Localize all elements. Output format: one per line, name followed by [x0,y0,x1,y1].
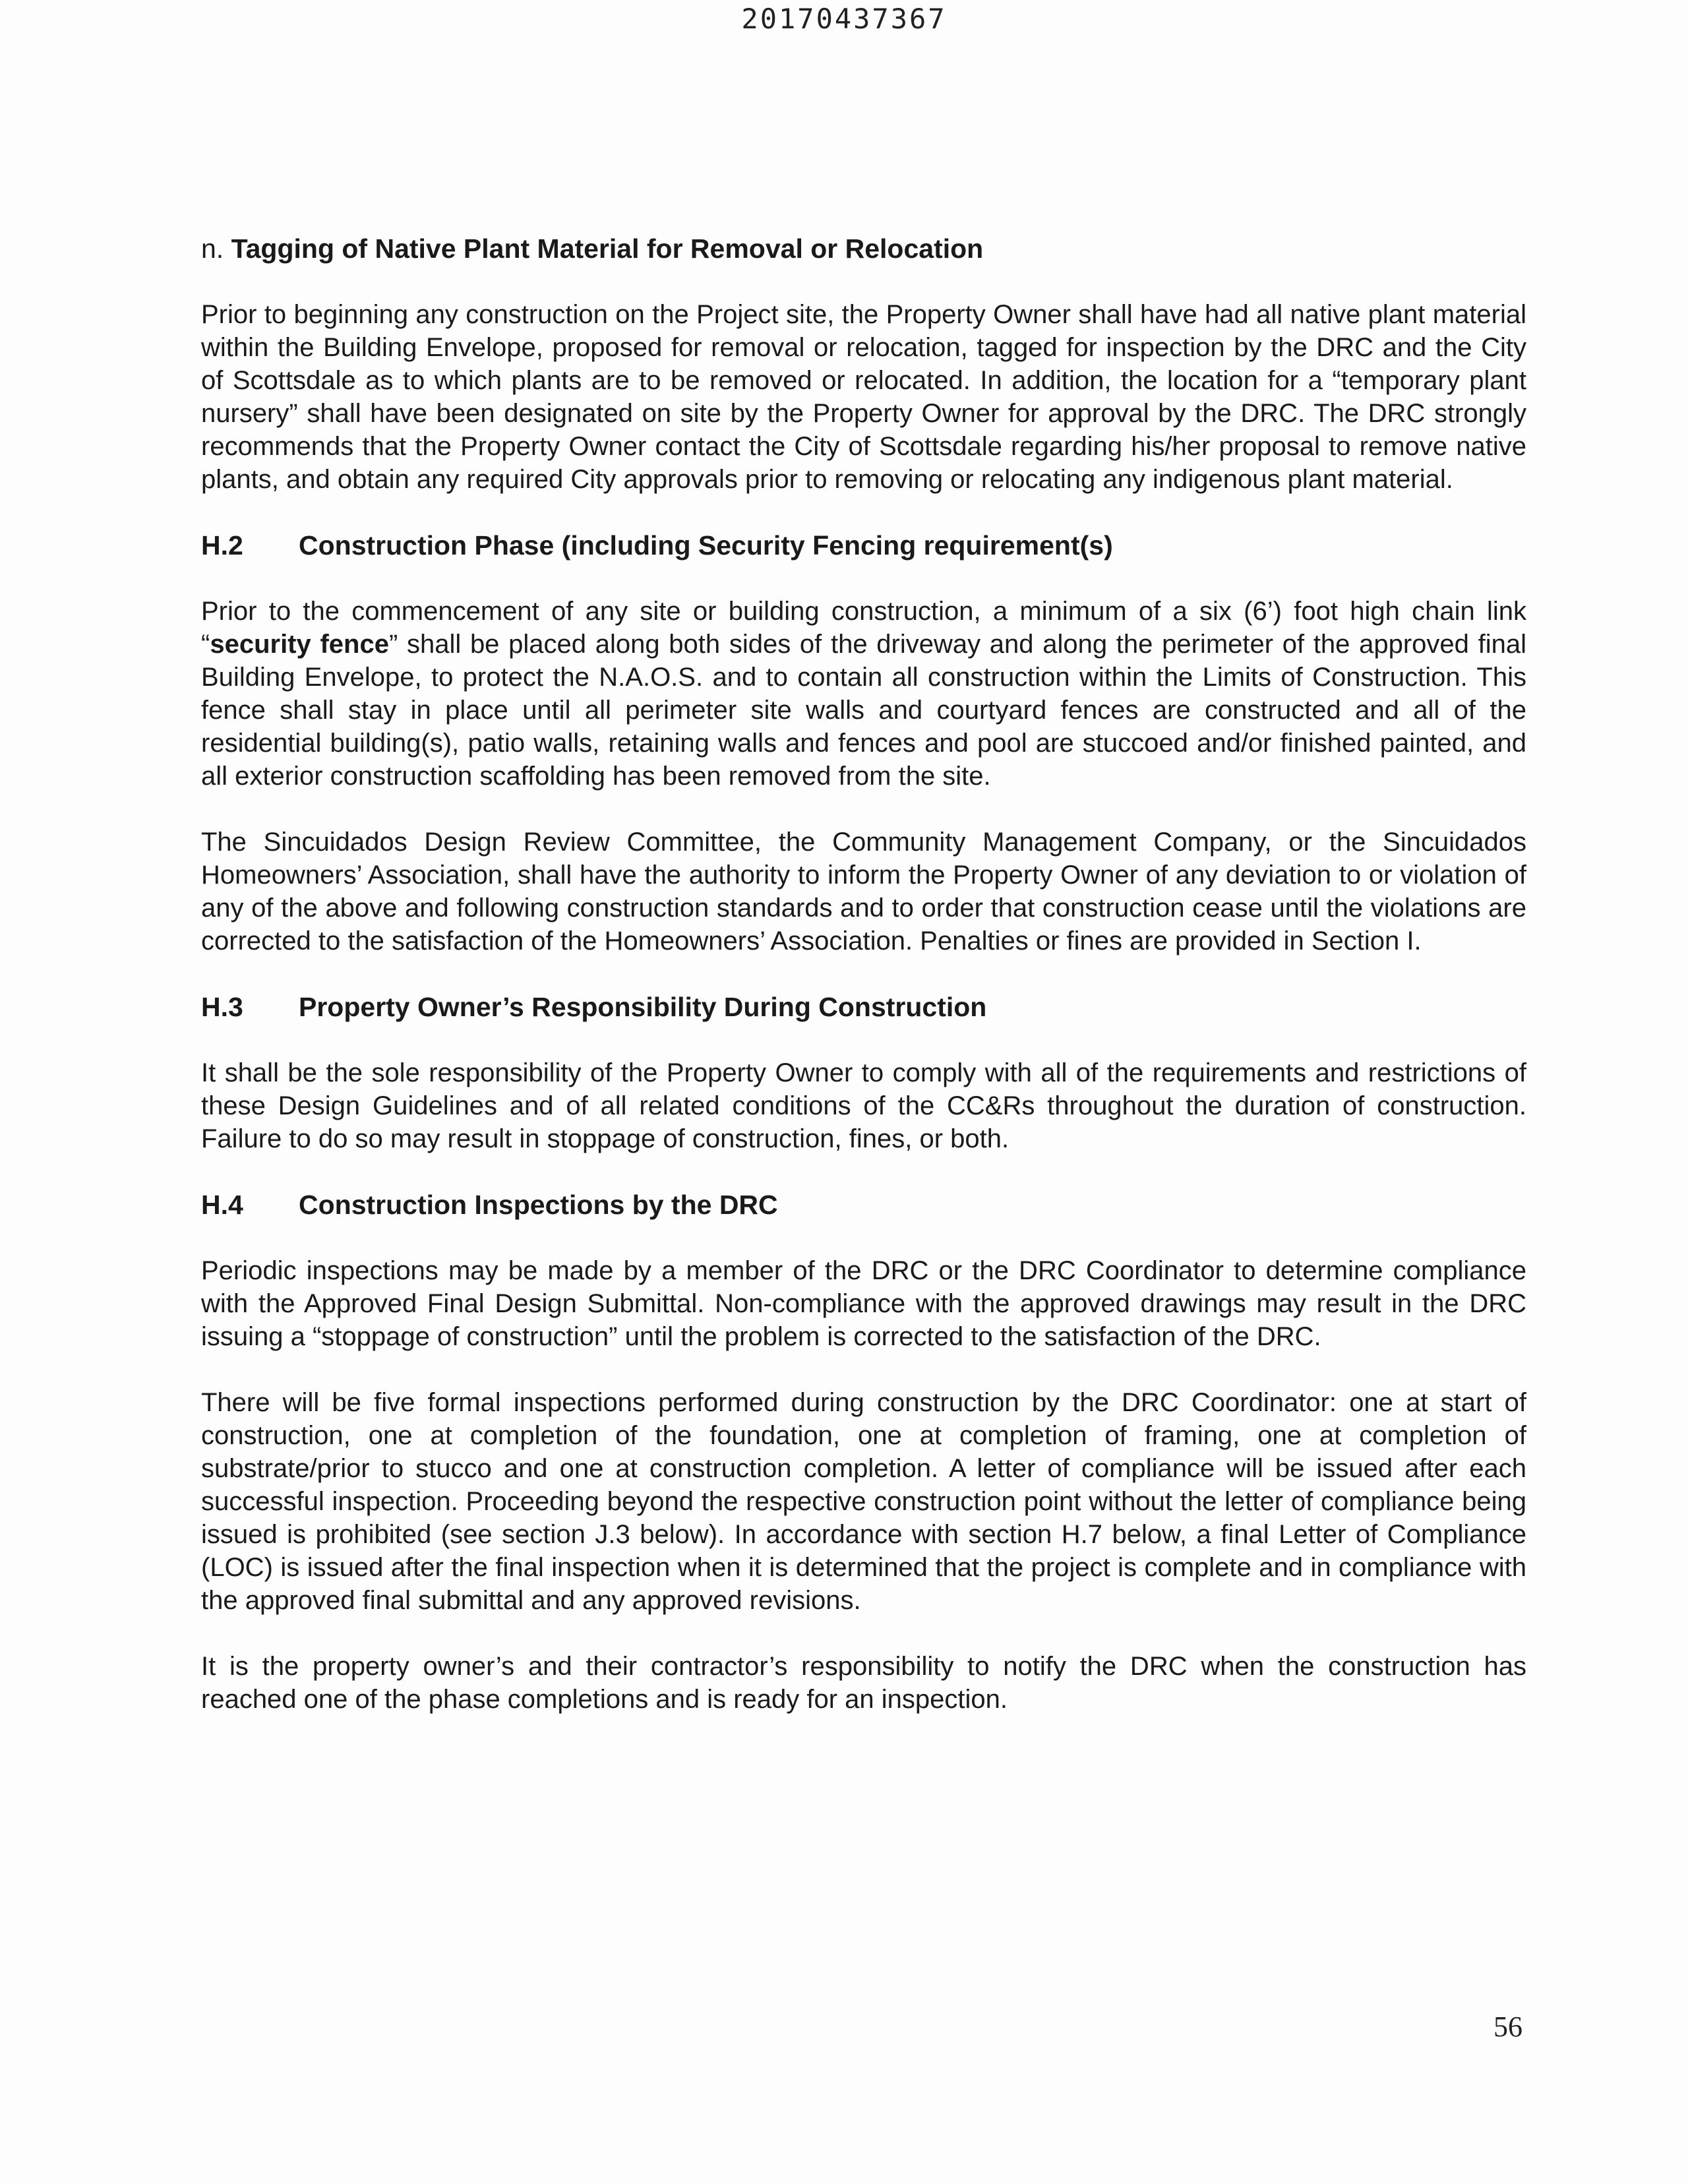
section-h3-heading [201,990,1526,1023]
security-fence-term: security fence [210,630,389,659]
section-n-heading [201,232,1526,265]
section-h2-title: Construction Phase (including Security Fencing requirement(s) [299,530,1113,561]
h2-para1-start: Prior to the commencement of any site or building construction, a minimum of a six (6’) foot high chain link “ [201,597,1526,659]
section-n-body: Prior to beginning any construction on the Project site, the Property Owner shall have had all native plant material within the Building Envelope, proposed for removal or relocation, tagged for inspection by the DRC and the City of Scottsdale as to which plants are to be removed or relocated. In addition, the location for a “temporary plant nursery” shall have been designated on site by the Property Owner for approval by the DRC. The DRC strongly recommends that the Property Owner contact the City of Scottsdale regarding his/her proposal to remove native plants, and obtain any required City approvals prior to removing or relocating any indigenous plant material. [201,300,1526,494]
section-h4-paragraph-2: There will be five formal inspections performed during construction by the DRC Coordinator: one at start of construction, one at completion of the foundation, one at completion of framing, one at completion of substrate/prior to stucco and one at construction completion. A letter of compliance will be issued after each successful inspection. Proceeding beyond the respective construction point without the letter of compliance being issued is prohibited (see section J.3 below). In accordance with section H.7 below, a final Letter of Compliance (LOC) is issued after the final inspection when it is determined that the project is complete and in compliance with the approved final submittal and any approved revisions. [201,1388,1526,1615]
section-h4-paragraph-1: Periodic inspections may be made by a member of the DRC or the DRC Coordinator to determine compliance with the Approved Final Design Submittal. Non-compliance with the approved drawings may result in the DRC issuing a “stoppage of construction” until the problem is corrected to the satisfaction of the DRC. [201,1256,1526,1351]
page-number: 56 [1493,2011,1522,2043]
section-h4-number: H.4 [201,1190,243,1220]
section-h3-number: H.3 [201,992,243,1022]
section-h2-paragraph-1 [201,595,1526,793]
section-n-prefix: n. [201,233,224,264]
section-h4-paragraph-3: It is the property owner’s and their contractor’s responsibility to notify the DRC when the construction has reached one of the phase completions and is ready for an inspection. [201,1652,1526,1714]
section-h3-body: It shall be the sole responsibility of the Property Owner to comply with all of the requirements and restrictions of these Design Guidelines and of all related conditions of the CC&Rs throughout the duration of construction. Failure to do so may result in stoppage of construction, fines, or both. [201,1058,1526,1153]
section-h4-heading [201,1188,1526,1221]
page-content [201,232,1526,1716]
h2-para1-end: ” shall be placed along both sides of the driveway and along the perimeter of the approved final Building Envelope, to protect the N.A.O.S. and to contain all construction within the Limits of Construction. This fence shall stay in place until all perimeter site walls and courtyard fences are constructed and all of the residential building(s), patio walls, retaining walls and fences and pool are stuccoed and/or finished painted, and all exterior construction scaffolding has been removed from the site. [201,630,1527,791]
section-h4-title: Construction Inspections by the DRC [299,1190,778,1220]
section-h2-paragraph-2: The Sincuidados Design Review Committee, the Community Management Company, or the Sincuidados Homeowners’ Association, shall have the authority to inform the Property Owner of any deviation to or violation of any of the above and following construction standards and to order that construction cease until the violations are corrected to the satisfaction of the Homeowners’ Association. Penalties or fines are provided in Section I. [201,828,1526,956]
section-h2-number: H.2 [201,530,243,561]
section-h3-title: Property Owner’s Responsibility During Construction [299,992,987,1022]
document-number: 20170437367 [741,3,947,35]
section-h2-heading [201,529,1526,562]
section-n-title: Tagging of Native Plant Material for Removal or Relocation [231,233,984,264]
